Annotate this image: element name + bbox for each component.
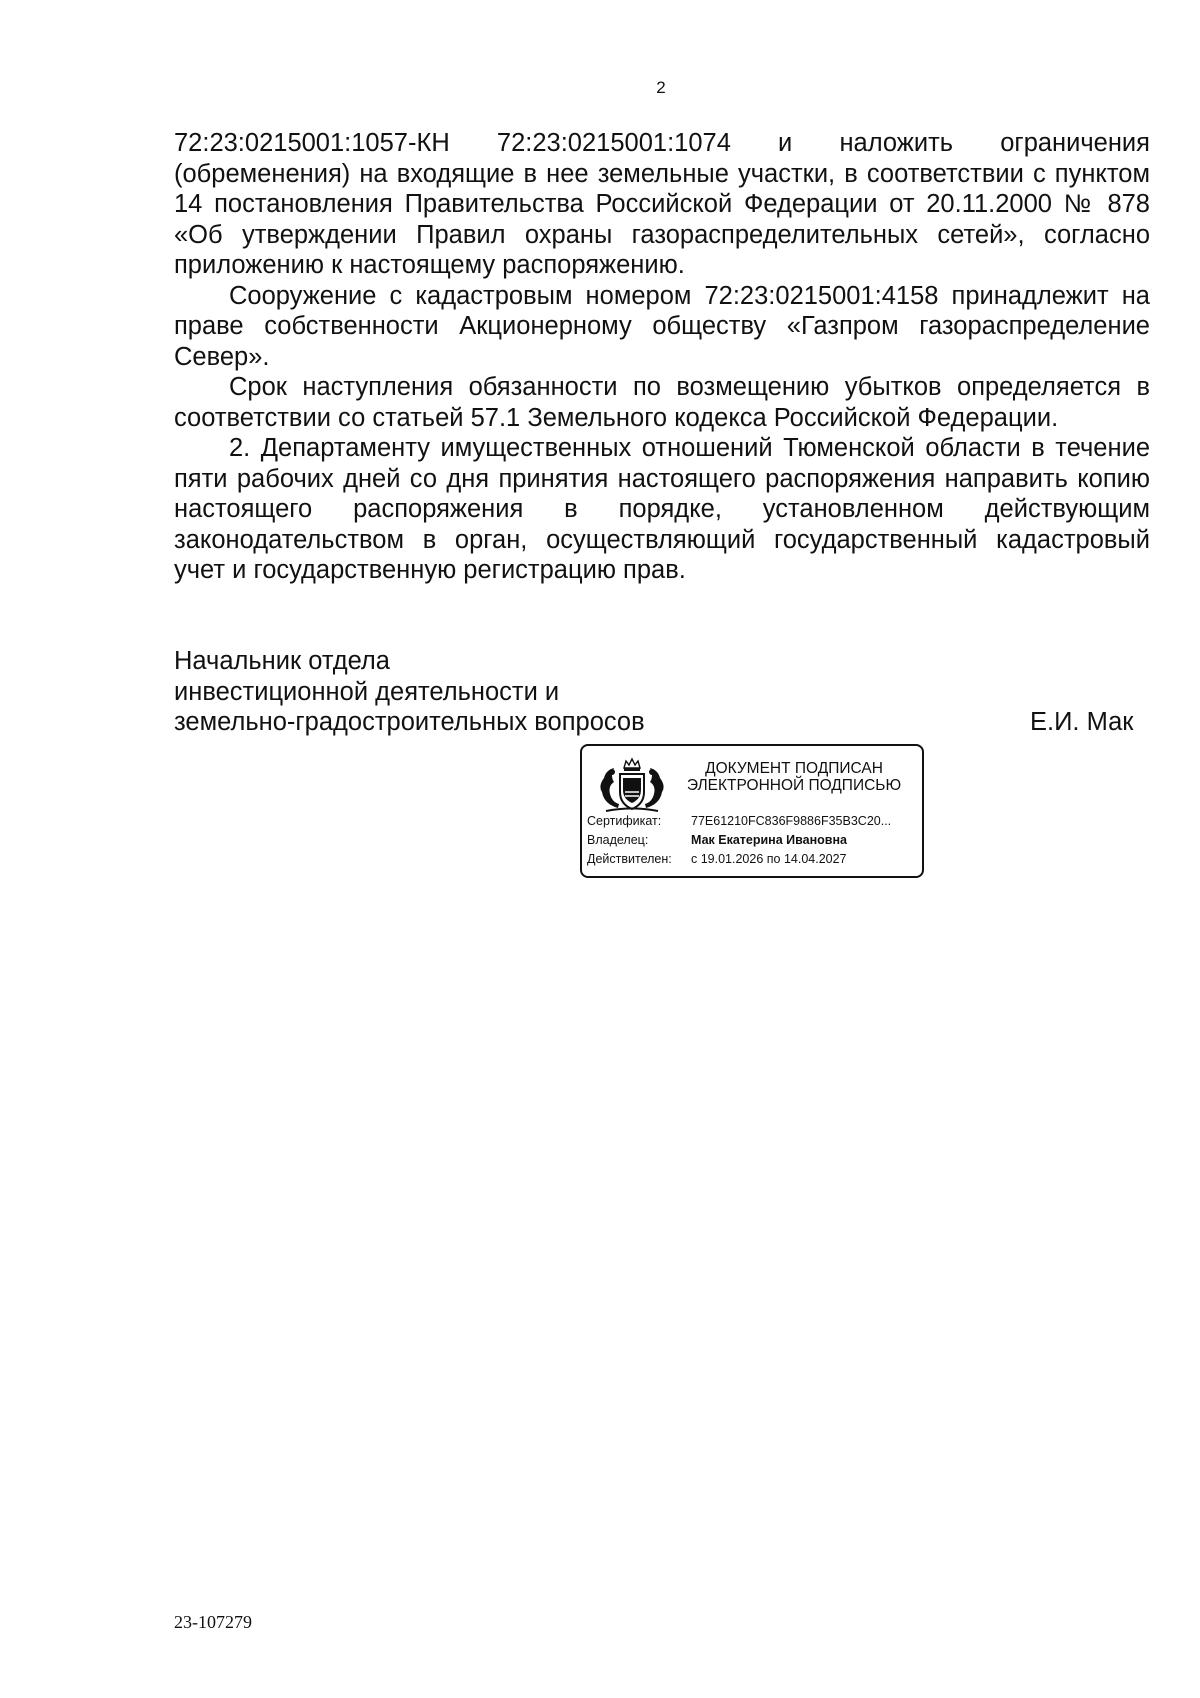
- document-number: 23-107279: [174, 1612, 252, 1632]
- stamp-validity-row: [587, 852, 847, 867]
- stamp-certificate-row: [587, 814, 891, 829]
- validity-label: Действителен:: [587, 852, 672, 866]
- certificate-label: Сертификат:: [587, 814, 662, 828]
- signatory-name: Е.И. Мак: [1030, 708, 1134, 736]
- page-number: 2: [656, 78, 666, 97]
- coat-of-arms-icon: [592, 756, 672, 814]
- owner-value: Мак Екатерина Ивановна: [691, 833, 847, 847]
- owner-label: Владелец:: [587, 833, 649, 847]
- electronic-signature-stamp: [580, 744, 924, 878]
- stamp-title-line: ЭЛЕКТРОННОЙ ПОДПИСЬЮ: [686, 777, 902, 794]
- paragraph-cadastral-continuation: 72:23:0215001:1057-КН 72:23:0215001:1074 и наложить ограничения (обременения) на входящие в нее земельные участки, в соответствии с пунктом 14 постановления Правительства Российской Федерации от 20.11.2000 № 878 «Об утверждении Правил охраны газораспределительных сетей», согласно приложению к настоящему распоряжению.: [174, 129, 1150, 279]
- certificate-value: 77E61210FC836F9886F35B3C20...: [691, 814, 892, 828]
- paragraph-item-2: 2. Департаменту имущественных отношений Тюменской области в течение пяти рабочих дней со дня принятия настоящего распоряжения направить копию настоящего распоряжения в порядке, установленном действующим законодательством в орган, осуществляющий государственный кадастровый учет и государственную регистрацию прав.: [174, 434, 1150, 584]
- stamp-owner-row: [587, 833, 847, 848]
- stamp-title: [672, 760, 916, 794]
- signatory-position: [174, 646, 645, 738]
- stamp-title-line: ДОКУМЕНТ ПОДПИСАН: [705, 760, 883, 777]
- validity-value: с 19.01.2026 по 14.04.2027: [691, 852, 847, 866]
- paragraph-ownership: Сооружение с кадастровым номером 72:23:0215001:4158 принадлежит на праве собственности Акционерному обществу «Газпром газораспределение Север».: [174, 281, 1150, 371]
- position-line: земельно-градостроительных вопросов: [174, 708, 645, 736]
- position-line: инвестиционной деятельности и: [174, 677, 560, 706]
- document-body: [174, 128, 1150, 586]
- paragraph-compensation-term: Срок наступления обязанности по возмещению убытков определяется в соответствии со статьей 57.1 Земельного кодекса Российской Федерации.: [174, 373, 1150, 432]
- position-line: Начальник отдела: [174, 647, 390, 675]
